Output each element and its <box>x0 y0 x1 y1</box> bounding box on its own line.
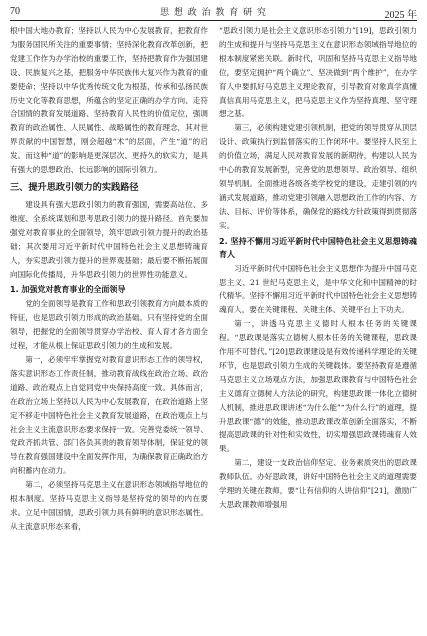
paragraph: “思政引领力是社会主义意识形态引领力”[19]，思政引领力的生成和提升与坚持马克思主义在意识形态领域指导地位的根本制度紧密关联。新时代，巩固和坚持马克思主义指导地位，要坚定拥护“两个确立”、坚决做到“两个维护”，在办学育人中要抓好马克思主义理论教育，引导教育对象真学真懂真信真用马克思主义，把马克思主义作为坚持真理、坚守理想之基。 <box>219 26 418 119</box>
section-heading: 三、提升思政引领力的实践路径 <box>10 181 139 193</box>
header-rule <box>10 20 417 21</box>
page-number: 70 <box>10 6 20 17</box>
page-header <box>10 4 417 20</box>
paragraph: 第一，必须牢牢掌握党对教育意识形态工作的领导权，落实意识形态工作责任制，推动教育战线在政治立场、政治道路、政治观点上自觉同党中央保持高度一致。具体而言，在政治立场上坚持以人民为中心发展教育，在政治道路上坚定不移走中国特色社会主义教育发展道路，在政治观点上与社会主义主流意识形态要求保持一致。完善党委统一领导、党政齐抓共管、部门各负其责的教育领导体制，保证党的领导在教育强国建设中全面发挥作用，为确保教育正确政治方向积蓄内在动力。 <box>10 355 208 476</box>
paragraph: 第一，讲透马克思主义德时人根本任务的关键课程。“思政课是落实立德树人根本任务的关键课程，思政课作用不可替代。”[20]思政课建设是有效传递科学理论的关键环节，也是思政引领力生成的关键载体。要坚持教育是遵循马克思主义立场观点方法，加强思政课教育与中国特色社会主义德育立德树人方法论的研究，构建思政课一体化立德树人机制，推进思政课讲述“为什么能”“为什么行”的道理，提升思政课“德”的效能，推动思政课改革创新全面落实，不断提高思政课的针对性和实效性，切实增强思政课铸魂育人效果。 <box>219 319 417 454</box>
right-column <box>219 24 417 512</box>
subsection-heading: 2. 坚持不懈用习近平新时代中国特色社会主义思想铸魂育人 <box>219 236 417 259</box>
paragraph: 根中国大地办教育；坚持以人民为中心发展教育，把教育作为服务国民所关注的重要事情；坚持深化教育改革创新，把党建工作作为办学治校的重要工作，坚持把教育作为强国建设、民族复兴之基，把服务中华民族伟大复兴作为教育的重要使命；坚持以中华优秀传统文化为根基，传承和弘扬民族历史文化等教育思想，所蕴含的坚定正确的办学方向、走符合国情的教育发展道路、坚持教育人民性的价值定位，强调教育的政治属性、人民属性、战略属性的教育理念，其对世界贡献的中国智慧，刚会超越“术”的层面，产生“道”的启发。而这种“道”的影响是更深层次、更持久的软实力，是具有强大的思想政治、长远影响的国际引领力。 <box>10 26 208 175</box>
paragraph: 党的全面领导是教育工作和思政引领教育方向最本质的特征，也是思政引领力形成的政治基础。只有坚持党的全面领导，把握党的全面领导贯穿办学治校、育人育才各方面全过程，才能从根上保证思政引领力的生成和发展。 <box>10 299 208 351</box>
paragraph: 第二，必须坚持马克思主义在意识形态领域指导地位的根本制度。坚持马克思主义指导是坚持党的领导的内在要求。立足中国国情，思政引领力具有鲜明的意识形态属性。从主流意识形态来看， <box>10 480 208 531</box>
publication-year: 2025 年 <box>384 10 417 21</box>
subsection-heading: 1. 加强党对教育事业的全面领导 <box>10 285 126 295</box>
left-column <box>10 24 208 534</box>
paragraph: 第三，必须构建党建引领机制，把党的领导贯穿从顶层设计、政策执行到监督落实的工作闭环中。要坚持人民至上的价值立场，满足人民对教育发展的新期待，构建以人民为中心的教育发展新型，完善党的思想领导、政治领导、组织领导机制。全面推进各级各类学校党的建设，走建引领的内涵式发展道路，推动党建引领融入思想政治工作的内容、方法、目标、评价等体系，确保党的路线方针政策得到贯彻落实。 <box>219 123 417 230</box>
paragraph: 建设具有强大思政引领力的教育强国，需要高站位、多维度、全系统谋划和思考思政引领力的提升路径。首先要加强党对教育事业的全面领导，筑牢思政引领力提升的政治基础；其次要用习近平新时代中国特色社会主义思想铸魂育人，夯实思政引领力提升的世界观基础；最后要不断拓展面向国际化传播局，升华思政引领力的世界性功能意义。 <box>10 199 208 279</box>
paragraph: 习近平新时代中国特色社会主义思想作为提升中国马克思主义、21 世纪马克思主义，是中华文化和中国精神的时代精华。坚持不懈用习近平新时代中国特色社会主义思想铸魂育人，要在关键课程、关键主体、关键平台上下功夫。 <box>219 263 417 315</box>
journal-title: 思 想 政 治 教 育 研 究 <box>159 8 268 18</box>
paragraph: 第二，建设一支政治信仰坚定、业务素质突出的思政课教师队伍。办好思政课，讲好中国特色社会主义的道理需要学理的关键在教师，要“让有信仰的人讲信仰”[21]，激励广大思政课教师增强用 <box>219 458 418 509</box>
